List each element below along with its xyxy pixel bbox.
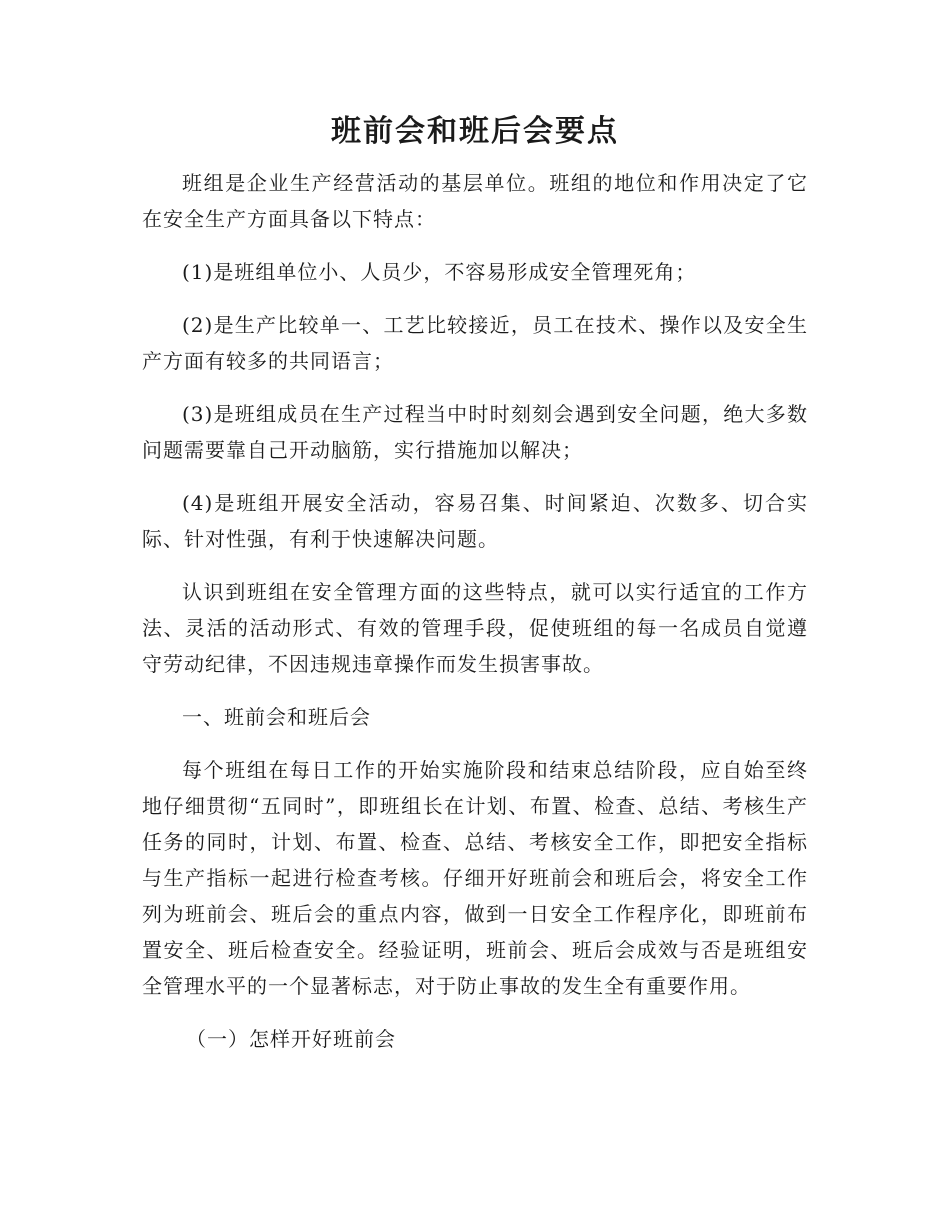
paragraph-point-4: (4)是班组开展安全活动，容易召集、时间紧迫、次数多、切合实际、针对性强，有利于快速解决问题。 <box>142 491 808 551</box>
paragraph-section-body: 每个班组在每日工作的开始实施阶段和结束总结阶段，应自始至终地仔细贯彻“五同时”，即班组长在计划、布置、检查、总结、考核生产任务的同时，计划、布置、检查、总结、考核安全工作，即把安全指标与生产指标一起进行检查考核。仔细开好班前会和班后会，将安全工作列为班前会、班后会的重点内容，做到一日安全工作程序化，即班前布置安全、班后检查安全。经验证明，班前会、班后会成效与否是班组安全管理水平的一个显著标志，对于防止事故的发生全有重要作用。 <box>142 758 808 998</box>
document-body <box>142 165 808 1074</box>
paragraph-summary: 认识到班组在安全管理方面的这些特点，就可以实行适宜的工作方法、灵活的活动形式、有效的管理手段，促使班组的每一名成员自觉遵守劳动纪律，不因违规违章操作而发生损害事故。 <box>142 580 808 676</box>
paragraph-point-1: (1)是班组单位小、人员少，不容易形成安全管理死角； <box>182 260 697 284</box>
document-title: 班前会和班后会要点 <box>331 114 619 149</box>
paragraph-point-2: (2)是生产比较单一、工艺比较接近，员工在技术、操作以及安全生产方面有较多的共同语言； <box>142 313 808 373</box>
section-heading: 一、班前会和班后会 <box>182 705 371 729</box>
subsection-heading: （一）怎样开好班前会 <box>186 1027 396 1051</box>
paragraph-point-3: (3)是班组成员在生产过程当中时时刻刻会遇到安全问题，绝大多数问题需要靠自己开动脑筋，实行措施加以解决； <box>142 402 808 462</box>
paragraph-intro: 班组是企业生产经营活动的基层单位。班组的地位和作用决定了它在安全生产方面具备以下特点： <box>142 171 808 231</box>
